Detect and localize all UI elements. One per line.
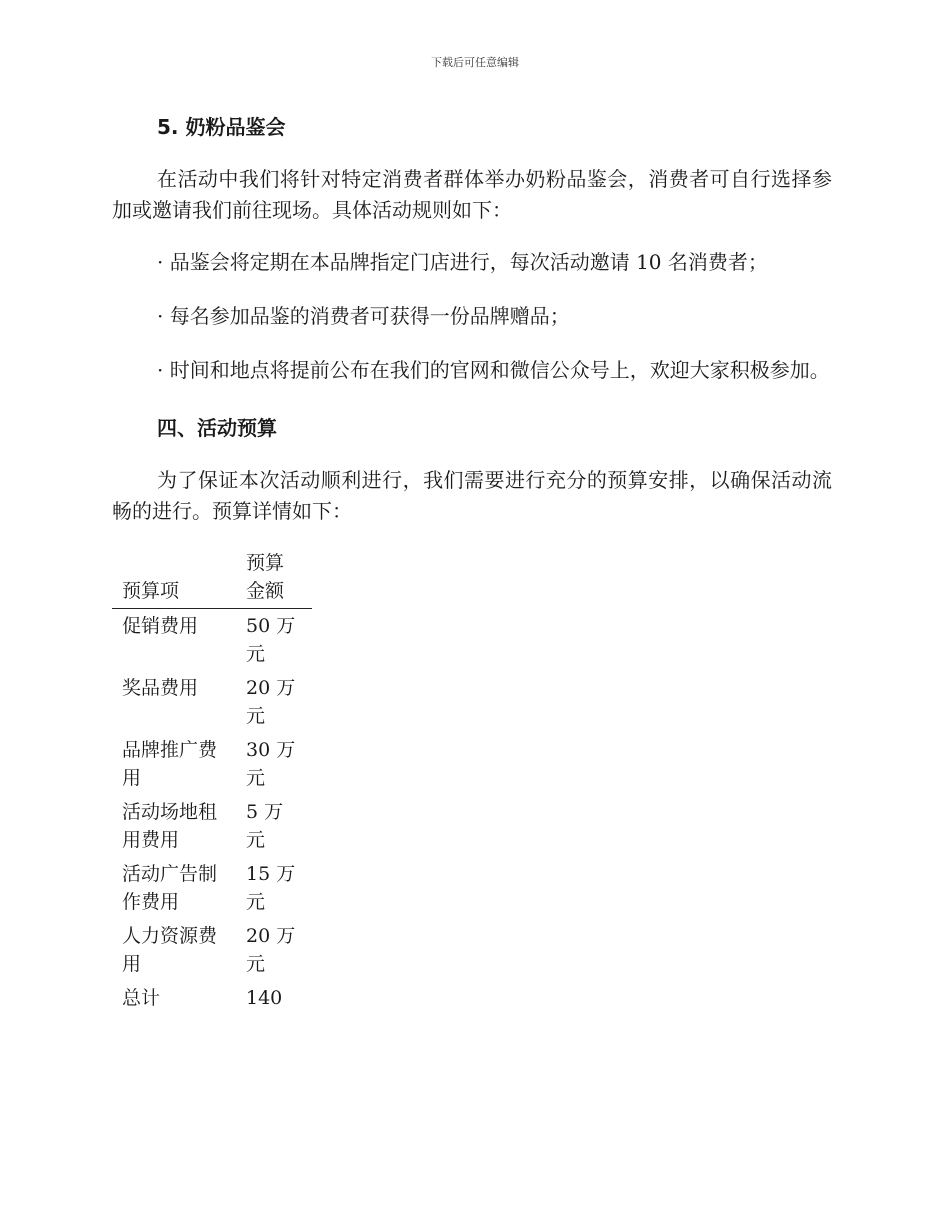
table-row [112,795,312,857]
document-content [112,108,832,1015]
budget-total-row [112,981,312,1015]
table-row [112,857,312,919]
budget-header-item: 预算项 [122,580,180,602]
table-row [112,733,312,795]
table-row [112,609,312,672]
budget-item-cell: 促销费用 [122,615,199,637]
budget-item-cell: 人力资源费用 [122,925,218,975]
budget-amount-cell: 50 万元 [246,615,296,665]
budget-header-amount: 预算金额 [246,552,285,602]
header-note: 下载后可任意编辑 [431,56,519,69]
rule-bullet-3: · 时间和地点将提前公布在我们的官网和微信公众号上，欢迎大家积极参加。 [157,358,830,382]
budget-total-label: 总计 [122,987,161,1009]
table-row [112,919,312,981]
rule-bullet-2: · 每名参加品鉴的消费者可获得一份品牌赠品； [157,304,570,328]
budget-total-value: 140 [246,987,283,1009]
section-heading-budget: 四、活动预算 [157,416,277,440]
budget-table [112,549,312,1015]
budget-amount-cell: 5 万元 [246,801,284,851]
budget-amount-cell: 30 万元 [246,739,296,789]
budget-item-cell: 奖品费用 [122,677,199,699]
budget-item-cell: 活动广告制作费用 [122,863,218,913]
table-row [112,671,312,733]
budget-amount-cell: 15 万元 [246,863,296,913]
budget-item-cell: 活动场地租用费用 [122,801,218,851]
budget-amount-cell: 20 万元 [246,925,296,975]
budget-item-cell: 品牌推广费用 [122,739,218,789]
budget-intro: 为了保证本次活动顺利进行，我们需要进行充分的预算安排，以确保活动流畅的进行。预算详情如下： [112,468,832,523]
budget-table-header-row [112,549,312,609]
milk-tasting-intro: 在活动中我们将针对特定消费者群体举办奶粉品鉴会，消费者可自行选择参加或邀请我们前往现场。具体活动规则如下： [112,167,832,222]
rule-bullet-1: · 品鉴会将定期在本品牌指定门店进行，每次活动邀请 10 名消费者； [157,250,768,274]
section-heading-milk-tasting: 5. 奶粉品鉴会 [157,115,286,139]
budget-amount-cell: 20 万元 [246,677,296,727]
